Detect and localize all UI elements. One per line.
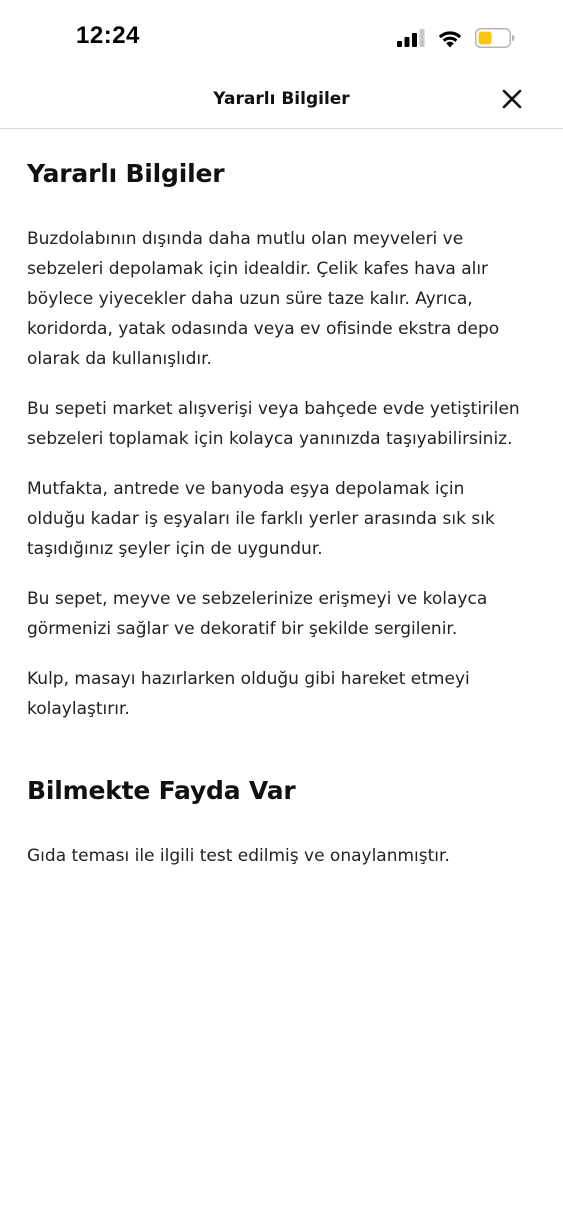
page-title: Yararlı Bilgiler: [213, 89, 350, 109]
status-icons: [397, 26, 515, 50]
paragraph: Mutfakta, antrede ve banyoda eşya depolamak için olduğu kadar iş eşyaları ile farklı yerler arasında sık sık taşıdığınız şeyler için de uygundur.: [27, 479, 495, 559]
paragraph: Buzdolabının dışında daha mutlu olan meyveleri ve sebzeleri depolamak için idealdir. Çelik kafes hava alır böylece yiyecekler daha uzun süre taze kalır. Ayrıca, koridorda, yatak odasında veya ev ofisinde ekstra depo olarak da kullanışlıdır.: [27, 229, 500, 369]
paragraph: Bu sepet, meyve ve sebzelerinize erişmeyi ve kolayca görmenizi sağlar ve dekoratif bir şekilde sergilenir.: [27, 589, 488, 639]
close-button[interactable]: [499, 86, 525, 112]
paragraph-food-contact: Gıda teması ile ilgili test edilmiş ve onaylanmıştır.: [27, 846, 450, 866]
signal-icon: [397, 29, 425, 47]
wifi-icon: [437, 29, 463, 48]
paragraph: Kulp, masayı hazırlarken olduğu gibi hareket etmeyi kolaylaştırır.: [27, 669, 470, 719]
close-icon: [499, 86, 525, 112]
status-bar: [0, 0, 563, 76]
section-title-good-to-know: Bilmekte Fayda Var: [27, 776, 296, 805]
status-time: 12:24: [76, 22, 140, 49]
paragraph: Bu sepeti market alışverişi veya bahçede evde yetiştirilen sebzeleri toplamak için kolayca yanınızda taşıyabilirsiniz.: [27, 399, 520, 449]
content-area: [27, 129, 527, 871]
nav-header: [0, 76, 563, 129]
battery-icon: [475, 28, 515, 48]
section-title-useful-info: Yararlı Bilgiler: [27, 159, 225, 188]
